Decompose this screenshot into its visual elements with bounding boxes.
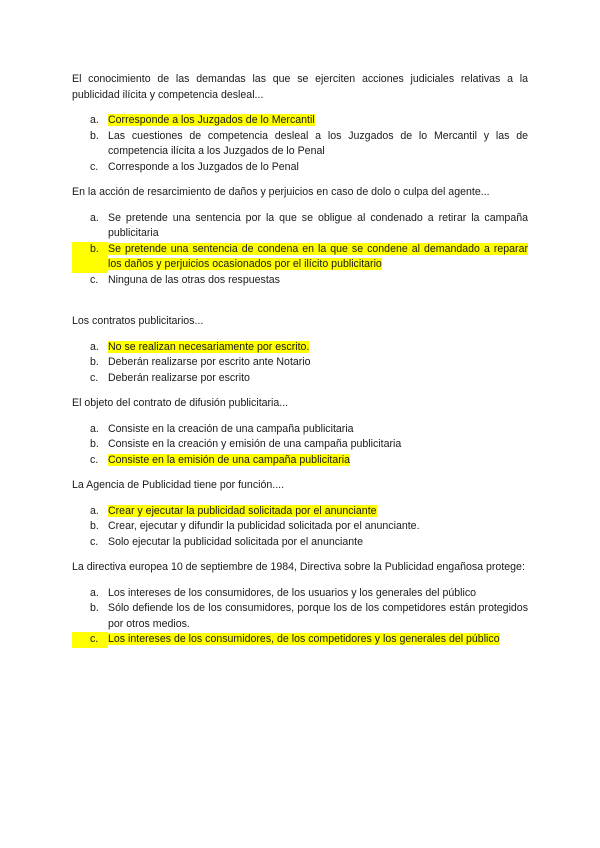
- question-4: [72, 396, 528, 468]
- option-text: Solo ejecutar la publicidad solicitada por el anunciante: [108, 535, 364, 548]
- options-list: [72, 422, 528, 469]
- option-letter: c.: [90, 273, 99, 286]
- option-a: [72, 340, 528, 356]
- option-text: Deberán realizarse por escrito: [108, 371, 250, 384]
- option-text: Sólo defiende los de los consumidores, porque los de los competidores están protegidos por otros medios.: [108, 602, 528, 630]
- option-c: [72, 632, 528, 648]
- question-text: Los contratos publicitarios...: [72, 315, 204, 327]
- option-text-highlighted: Consiste en la emisión de una campaña publicitaria: [108, 453, 351, 466]
- option-text-highlighted: Los intereses de los consumidores, de los competidores y los generales del público: [108, 633, 500, 645]
- option-c: [72, 535, 528, 551]
- option-b: [72, 437, 528, 453]
- option-text-highlighted: Crear y ejecutar la publicidad solicitada por el anunciante: [108, 504, 377, 517]
- option-a: [72, 504, 528, 520]
- question-5: [72, 478, 528, 550]
- option-c: [72, 371, 528, 387]
- option-letter: a.: [90, 504, 99, 517]
- option-c: [72, 273, 528, 289]
- option-c: [72, 453, 528, 469]
- option-letter: c.: [90, 160, 99, 173]
- option-text: Deberán realizarse por escrito ante Notario: [108, 356, 311, 368]
- question-1: [72, 72, 528, 175]
- question-2: [72, 185, 528, 288]
- option-text: Corresponde a los Juzgados de lo Penal: [108, 160, 299, 173]
- option-text: Los intereses de los consumidores, de los usuarios y los generales del público: [108, 586, 477, 599]
- option-letter: b.: [90, 602, 99, 614]
- option-b: [72, 355, 528, 371]
- options-list: [72, 340, 528, 387]
- question-text: La directiva europea 10 de septiembre de 1984, Directiva sobre la Publicidad engañosa protege:: [72, 561, 525, 573]
- document-page: [72, 72, 528, 658]
- option-a: [72, 113, 528, 129]
- option-text: Consiste en la creación y emisión de una campaña publicitaria: [108, 438, 402, 450]
- options-list: [72, 113, 528, 175]
- question-3: [72, 314, 528, 386]
- option-letter: c.: [90, 535, 99, 548]
- option-a: [72, 586, 528, 602]
- option-text: Consiste en la creación de una campaña publicitaria: [108, 422, 354, 435]
- option-letter: a.: [90, 586, 99, 599]
- option-b: [72, 601, 528, 632]
- option-letter: b.: [90, 129, 99, 142]
- option-letter: a.: [90, 340, 99, 353]
- option-text: Las cuestiones de competencia desleal a los Juzgados de lo Mercantil y las de competencia ilícita a los Juzgados de lo Penal: [108, 129, 528, 157]
- option-letter: b.: [90, 438, 99, 450]
- question-text: El conocimiento de las demandas las que se ejerciten acciones judiciales relativas a la publicidad ilícita y competencia desleal...: [72, 73, 528, 101]
- option-letter: c.: [90, 371, 99, 384]
- options-list: [72, 211, 528, 289]
- option-b: [72, 519, 528, 535]
- option-letter: b.: [72, 242, 108, 273]
- option-letter: b.: [90, 356, 99, 368]
- option-letter: a.: [90, 422, 99, 435]
- option-b: [72, 129, 528, 160]
- option-text-highlighted: No se realizan necesariamente por escrito.: [108, 340, 310, 353]
- option-c: [72, 160, 528, 176]
- options-list: [72, 504, 528, 551]
- option-letter: c.: [90, 453, 99, 466]
- option-text-highlighted: Corresponde a los Juzgados de lo Mercantil: [108, 114, 315, 126]
- option-text-highlighted: Se pretende una sentencia de condena en la que se condene al demandado a reparar los daños y perjuicios ocasionados por el ilícito publicitario: [108, 242, 528, 270]
- question-text: En la acción de resarcimiento de daños y perjuicios en caso de dolo o culpa del agente...: [72, 186, 490, 198]
- question-text: La Agencia de Publicidad tiene por función....: [72, 479, 285, 491]
- option-letter: a.: [90, 114, 99, 126]
- blank-line: [72, 298, 528, 314]
- option-letter: a.: [90, 211, 99, 224]
- option-letter: c.: [72, 632, 108, 648]
- question-6: [72, 560, 528, 648]
- option-a: [72, 211, 528, 242]
- options-list: [72, 586, 528, 648]
- option-text: Se pretende una sentencia por la que se obligue al condenado a retirar la campaña publicitaria: [108, 211, 528, 239]
- option-text: Ninguna de las otras dos respuestas: [108, 273, 280, 286]
- question-text: El objeto del contrato de difusión publicitaria...: [72, 397, 289, 409]
- option-letter: b.: [90, 520, 99, 532]
- option-a: [72, 422, 528, 438]
- option-b: [72, 242, 528, 273]
- option-text: Crear, ejecutar y difundir la publicidad solicitada por el anunciante.: [108, 520, 420, 532]
